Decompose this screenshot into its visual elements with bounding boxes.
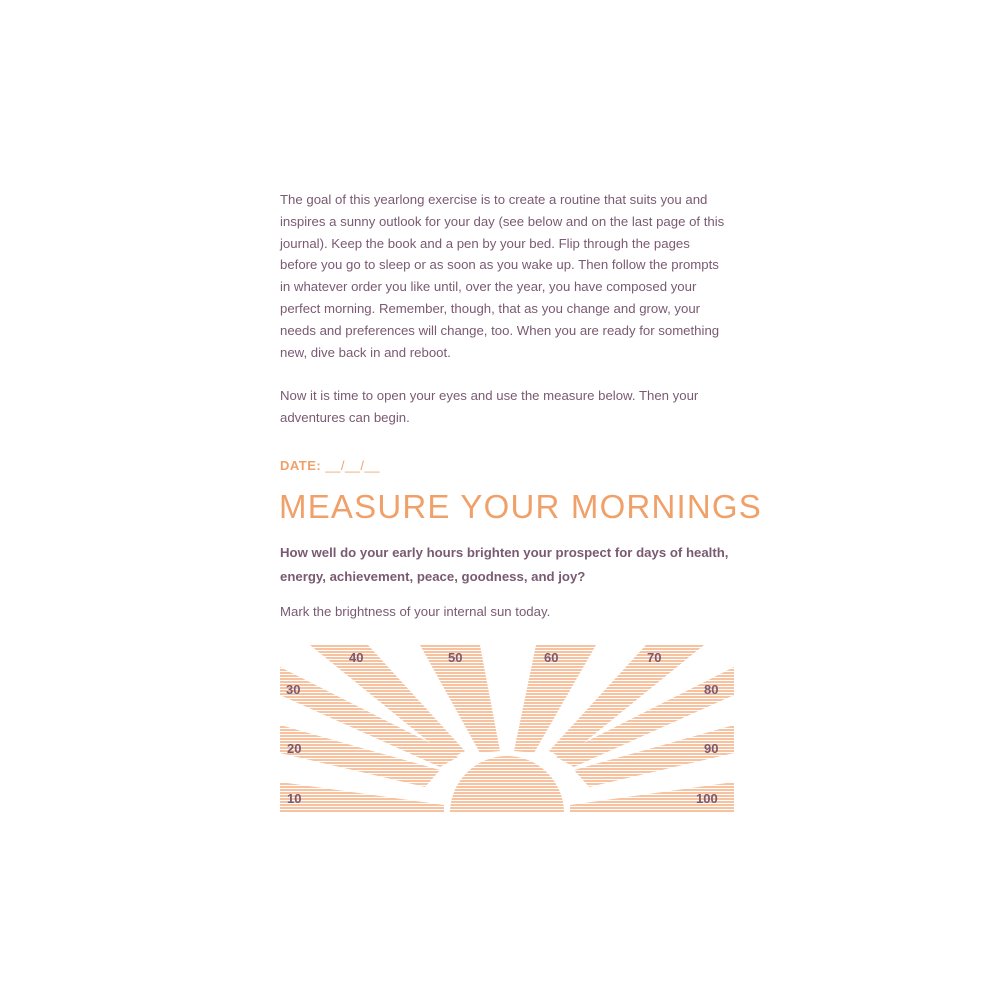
intro-text [280, 189, 730, 429]
date-field [280, 458, 380, 473]
scale-label-50: 50 [448, 650, 463, 665]
intro-paragraph-1: The goal of this yearlong exercise is to create a routine that suits you and inspires a sunny outlook for your day (see below and on the last page of this journal). Keep the book and a pen by your bed. Flip through the pages before you go to sleep or as soon as you wake up. Then follow the prompts in whatever order you like until, over the year, you have composed your perfect morning. Remember, though, that as you change and grow, your needs and preferences will change, too. When you are ready for something new, dive back in and reboot. [280, 192, 725, 360]
scale-label-80: 80 [704, 682, 719, 697]
scale-label-10: 10 [287, 791, 302, 806]
instruction-text: Mark the brightness of your internal sun today. [280, 604, 551, 619]
sun-ray [280, 782, 444, 813]
scale-label-70: 70 [647, 650, 662, 665]
scale-label-40: 40 [349, 650, 364, 665]
question-text: How well do your early hours brighten your prospect for days of health, energy, achievement, peace, goodness, and joy? [280, 545, 729, 584]
sun-scale-graphic [280, 645, 734, 813]
scale-label-20: 20 [287, 741, 302, 756]
scale-label-90: 90 [704, 741, 719, 756]
scale-label-60: 60 [544, 650, 559, 665]
sun-disc [450, 756, 564, 813]
scale-label-100: 100 [696, 791, 718, 806]
sun-scale [280, 645, 734, 813]
page-title: MEASURE YOUR MORNINGS [279, 488, 762, 525]
scale-label-30: 30 [286, 682, 301, 697]
date-label: DATE: [280, 458, 322, 473]
sun-rays [280, 645, 734, 813]
date-blank: __/__/__ [325, 458, 380, 473]
intro-paragraph-2: Now it is time to open your eyes and use the measure below. Then your adventures can begin. [280, 388, 699, 425]
